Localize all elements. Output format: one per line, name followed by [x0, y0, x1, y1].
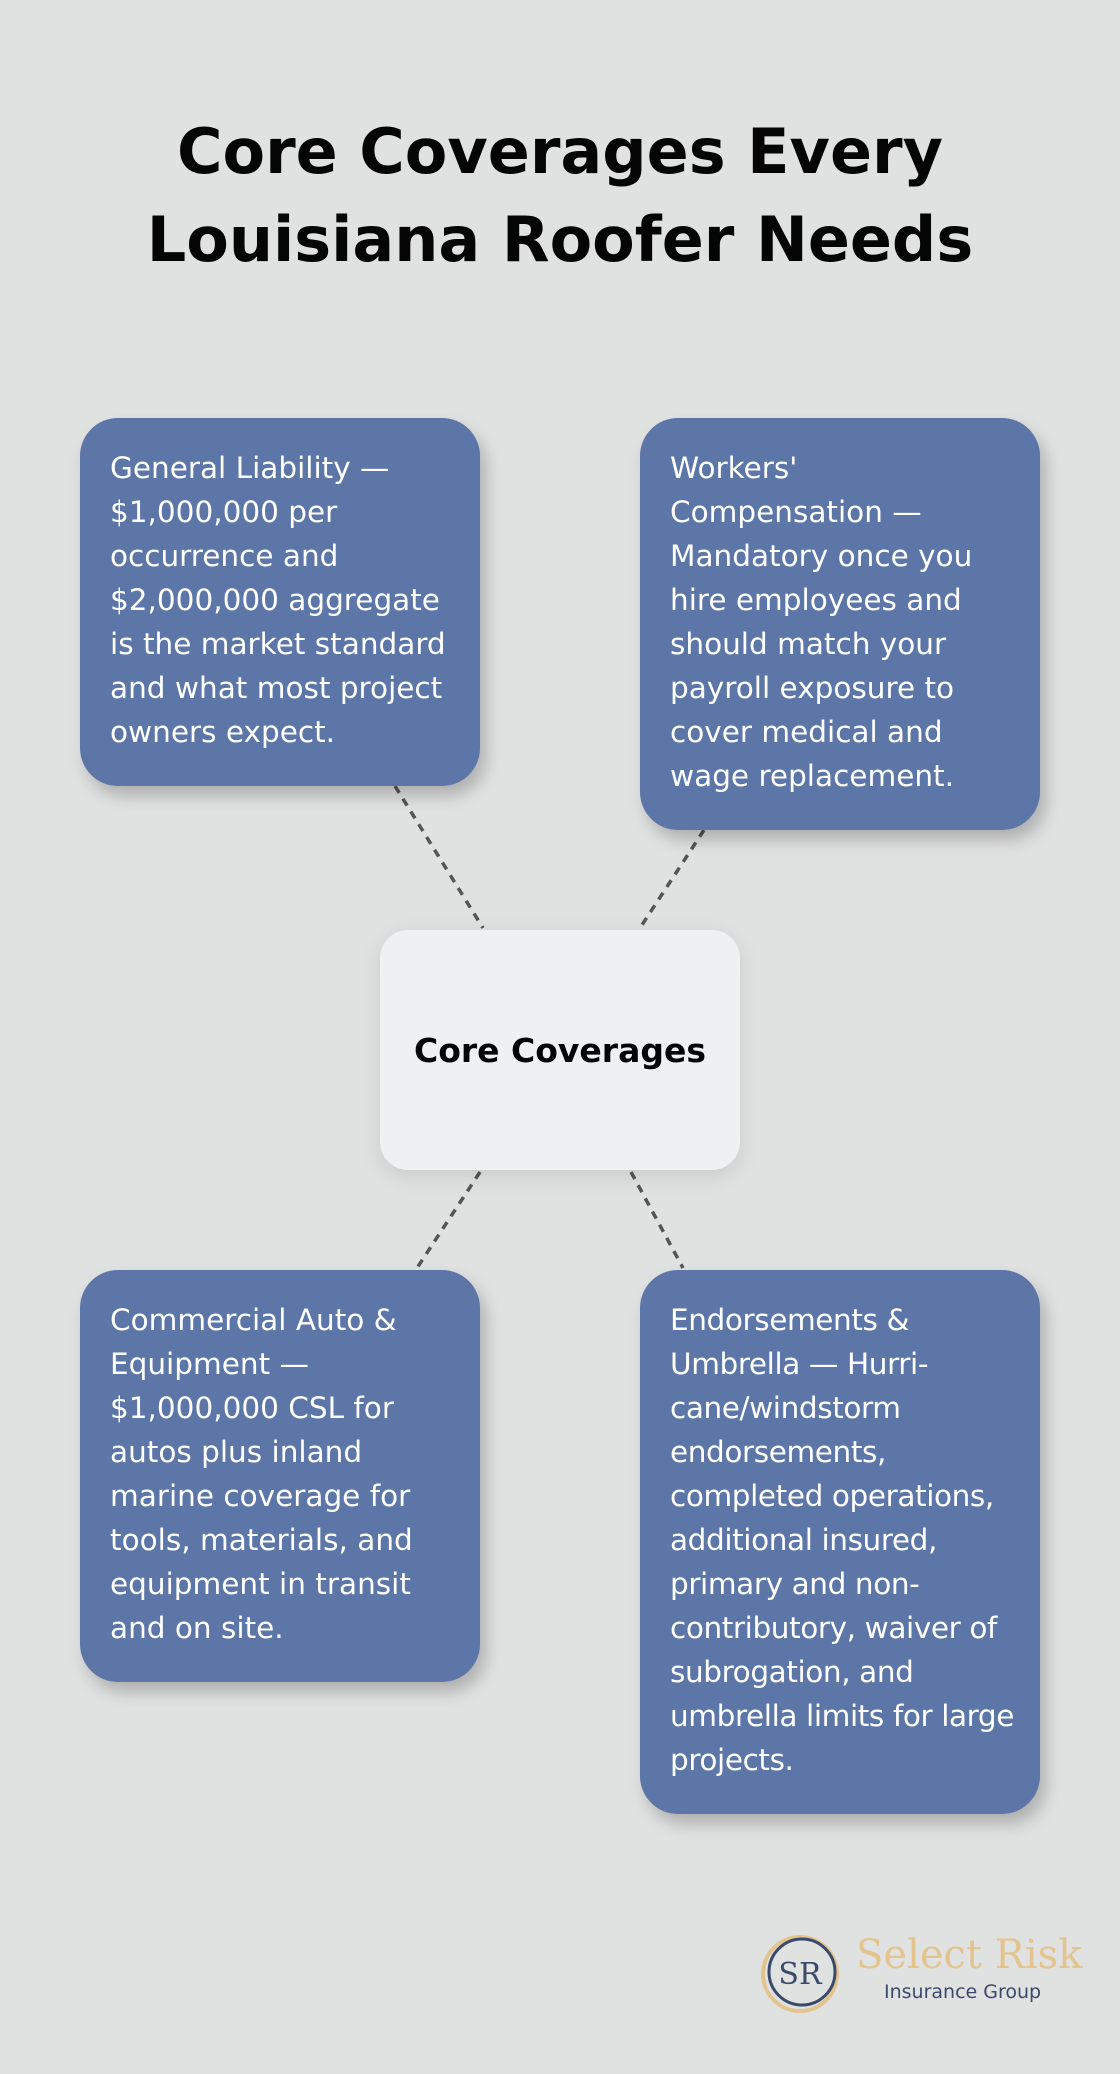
commercial-auto-text: Commercial Auto & Equipment — $1,000,000 CSL for autos plus inland marine coverage for tools, materials, and equipment in transit and on site. — [110, 1303, 413, 1645]
company-logo — [760, 1930, 1083, 2016]
center-node-label: Core Coverages — [413, 1030, 706, 1070]
general-liability-text: General Liability — $1,000,000 per occurrence and $2,000,000 aggregate is the market standard and what most project owners expect. — [110, 451, 446, 749]
connector-endorsements — [631, 1172, 683, 1268]
general-liability-node — [80, 418, 480, 786]
endorsements-node — [640, 1270, 1040, 1814]
title-line-2: Louisiana Roofer Needs — [146, 203, 974, 276]
endorsements-text: Endorsements & Umbrella — Hurri-cane/windstorm endorsements, completed operations, additional insured, primary and non-contributory, waiver of subrogation, and umbrella limits for large projects. — [670, 1303, 1014, 1777]
logo-initials: SR — [778, 1957, 822, 1992]
commercial-auto-node — [80, 1270, 480, 1682]
connector-commercial-auto — [417, 1172, 480, 1268]
connector-workers-comp — [640, 830, 704, 928]
logo-subtitle: Insurance Group — [884, 1981, 1042, 2003]
title-line-1: Core Coverages Every — [176, 115, 943, 188]
logo-mark-icon — [760, 1934, 840, 2014]
workers-comp-node — [640, 418, 1040, 830]
connector-general-liability — [395, 786, 483, 928]
workers-comp-text: Workers' Compensation — Mandatory once you hire employees and should match your payroll exposure to cover medical and wage replacement. — [670, 451, 973, 793]
logo-name: Select Risk — [856, 1932, 1083, 1978]
center-node — [380, 930, 740, 1170]
